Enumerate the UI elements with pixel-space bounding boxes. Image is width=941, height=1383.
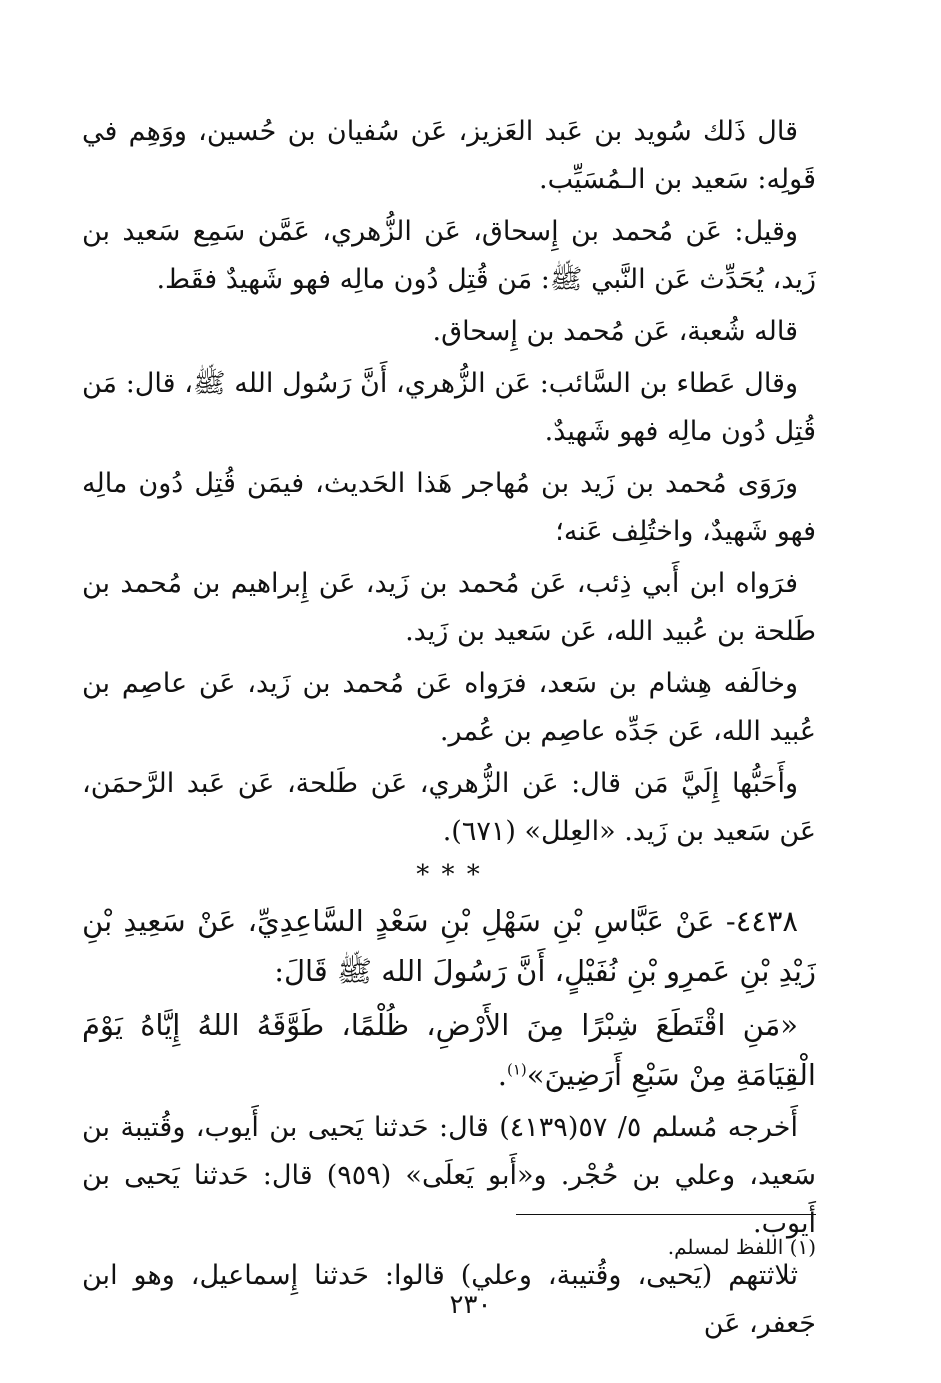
paragraph-5: ورَوَى مُحمد بن زَيد بن مُهاجر هَذا الحَديث، فيمَن قُتِل دُون مالِه فهو شَهيدٌ، واختُلِف عَنه؛ xyxy=(82,468,816,547)
section-separator: * * * xyxy=(416,860,482,890)
hadith-matn: «مَنِ اقْتَطَعَ شِبْرًا مِنَ الأَرْضِ، ظُلْمًا، طَوَّقَهُ اللهُ إِيَّاهُ يَوْمَ الْقِيَامَةِ مِنْ سَبْعِ أَرَضِينَ»$^{(١)}$. xyxy=(82,1008,816,1092)
paragraph-6: فرَواه ابن أَبي ذِئب، عَن مُحمد بن زَيد، عَن إِبراهيم بن مُحمد بن طَلحة بن عُبيد الله، عَن سَعيد بن زَيد. xyxy=(82,568,816,647)
page-body xyxy=(82,108,816,1352)
takhrij-2: ثلاثتهم (يَحيى، وقُتيبة، وعلي) قالوا: حَدثنا إِسماعيل، وهو ابن جَعفر، عَن xyxy=(82,1260,816,1339)
footnote-marker: (١) xyxy=(506,1060,527,1079)
footnote-divider xyxy=(516,1214,816,1215)
paragraph-4: وقال عَطاء بن السَّائب: عَن الزُّهري، أَنَّ رَسُول الله ﷺ، قال: مَن قُتِل دُون مالِه فهو شَهيدٌ. xyxy=(82,368,816,447)
paragraph-3: قاله شُعبة، عَن مُحمد بن إِسحاق. xyxy=(432,316,798,347)
footnote: (١) اللفظ لمسلم. xyxy=(667,1235,816,1259)
hadith-chain-text: عَنْ عَبَّاسِ بْنِ سَهْلِ بْنِ سَعْدٍ السَّاعِدِيِّ، عَنْ سَعِيدِ بْنِ زَيْدِ بْنِ عَمرِو بْنِ نُفَيْلٍ، أَنَّ رَسُولَ الله ﷺ قَالَ: xyxy=(82,904,816,988)
paragraph-2: وقيل: عَن مُحمد بن إِسحاق، عَن الزُّهري، عَمَّن سَمِع سَعيد بن زَيد، يُحَدِّث عَن النَّبي ﷺ: مَن قُتِل دُون مالِه فهو شَهيدٌ فقَط. xyxy=(82,216,816,295)
paragraph-7: وخالَفه هِشام بن سَعد، فرَواه عَن مُحمد بن زَيد، عَن عاصِم بن عُبيد الله، عَن جَدِّه عاصِم بن عُمر. xyxy=(82,668,816,747)
page-number: ٢٣٠ xyxy=(449,1290,492,1320)
hadith-number: ٤٤٣٨- xyxy=(725,904,798,938)
takhrij-1: أَخرجه مُسلم ٥/ ٥٧(٤١٣٩) قال: حَدثنا يَحيى بن أَيوب، وقُتيبة بن سَعيد، وعلي بن حُجْر. و«أَبو يَعلَى» (٩٥٩) قال: حَدثنا يَحيى بن أَيوب. xyxy=(82,1112,816,1239)
hadith-matn-text: «مَنِ اقْتَطَعَ شِبْرًا مِنَ الأَرْضِ، ظُلْمًا، طَوَّقَهُ اللهُ إِيَّاهُ يَوْمَ الْقِيَامَةِ مِنْ سَبْعِ أَرَضِينَ» xyxy=(82,1008,816,1092)
paragraph-1: قال ذَلك سُويد بن عَبد العَزيز، عَن سُفيان بن حُسين، ووَهِم في قَولِه: سَعيد بن الـمُسَيِّب. xyxy=(82,116,816,195)
paragraph-8: وأَحَبُّها إِلَيَّ مَن قال: عَن الزُّهري، عَن طَلحة، عَن عَبد الرَّحمَن، عَن سَعيد بن زَيد. «العِلل» (٦٧١). xyxy=(82,768,816,847)
hadith-chain xyxy=(82,896,816,996)
